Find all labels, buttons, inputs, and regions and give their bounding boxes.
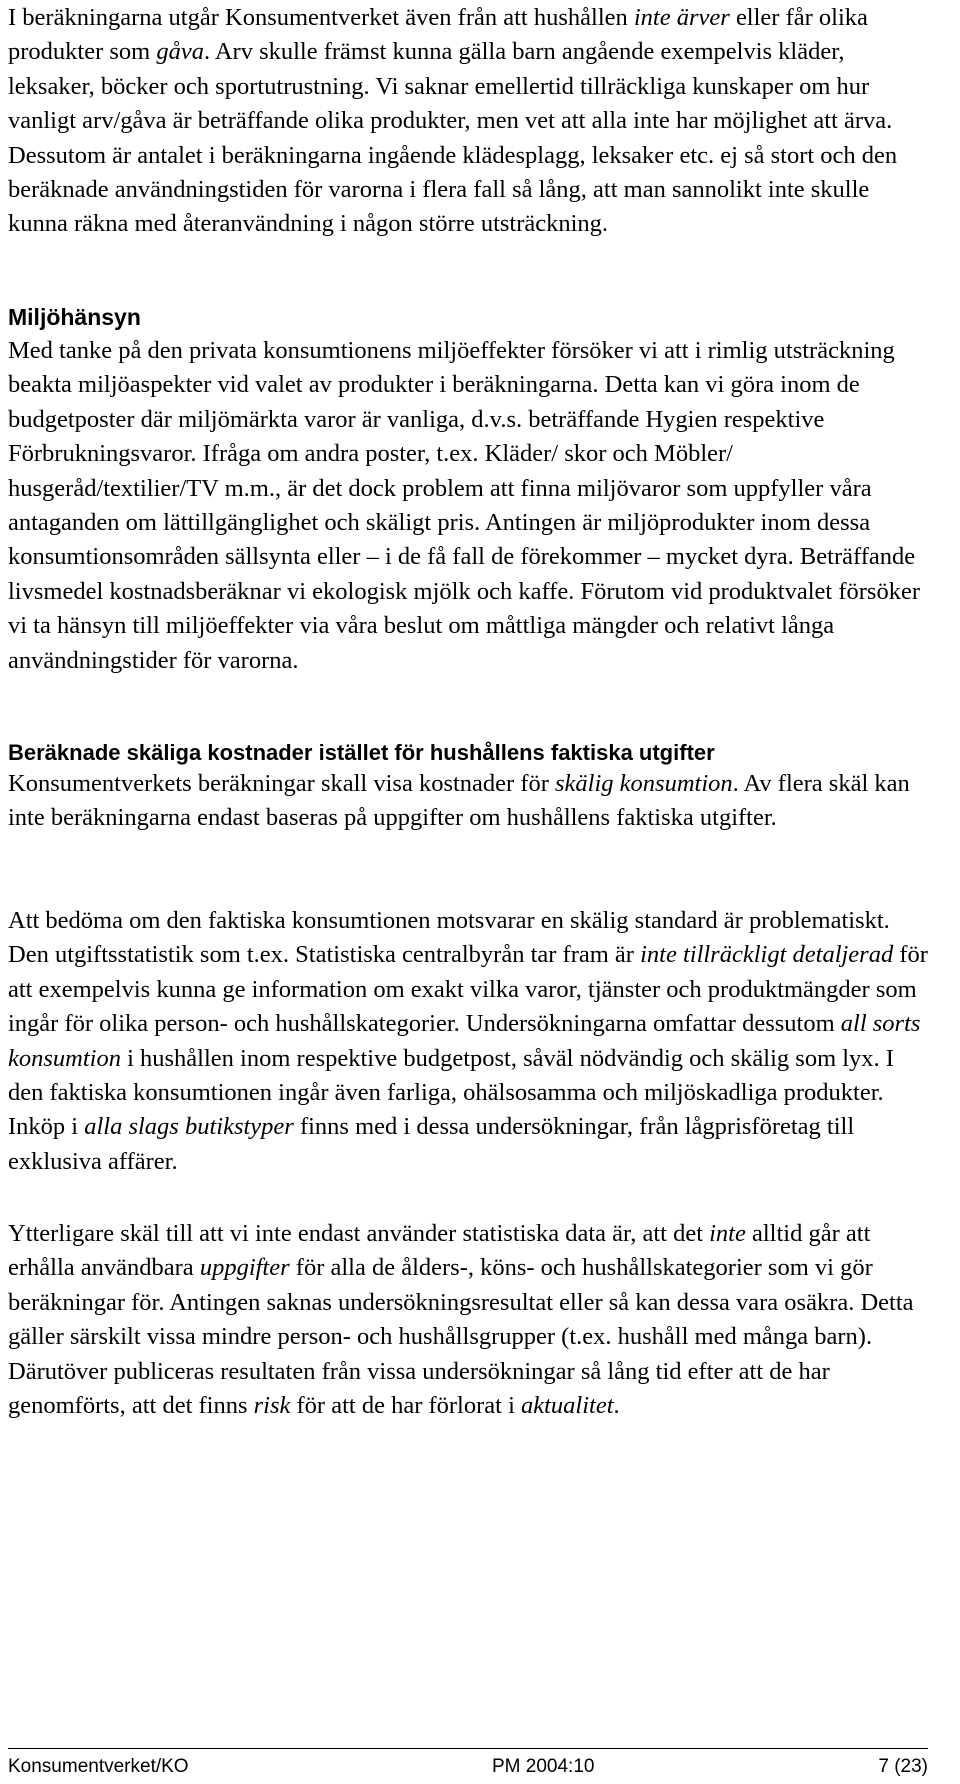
page-footer (8, 1754, 928, 1782)
footer-document-id: PM 2004:10 (492, 1756, 595, 1777)
text-run: för att de har förlorat i (290, 1392, 521, 1420)
emphasis: alla slags butikstyper (84, 1113, 294, 1141)
text-run: för alla de ålders-, köns- och hushållskategorier som vi gör beräkningar för. Antingen saknas undersökningsresultat eller så kan dessa vara osäkra. Detta gäller särskilt vissa mindre person- och hushållsgrupper (t.ex. hushåll med många barn). Därutöver publiceras resultaten från vissa undersökningar så lång tid efter att de har genomförts, att det finns (8, 1254, 914, 1420)
paragraph-inheritance (8, 1, 933, 242)
emphasis: inte tillräckligt detaljerad (640, 941, 894, 969)
text-run: Att bedöma om den faktiska konsumtionen motsvarar en skälig standard är problematiskt. Den utgiftsstatistik som t.ex. Statistiska centralbyrån tar fram är (8, 907, 890, 969)
text-run: Konsumentverkets beräkningar skall visa kostnader för (8, 770, 556, 797)
text-run: I beräkningarna utgår Konsumentverket även från att hushållen (8, 4, 634, 31)
footer-page-number: 7 (23) (878, 1756, 928, 1777)
section-heading-reasonable-costs: Beräknade skäliga kostnader istället för hushållens faktiska utgifter (8, 740, 715, 765)
emphasis: aktualitet (521, 1392, 614, 1420)
emphasis: skälig konsumtion (555, 770, 733, 797)
emphasis: risk (253, 1392, 291, 1420)
footer-organization: Konsumentverket/KO (8, 1756, 189, 1777)
emphasis: gåva (156, 38, 204, 66)
text-run: . (613, 1392, 620, 1420)
text-run: eller får olika produkter som (8, 4, 868, 66)
text-run: alltid går att erhålla användbara (8, 1220, 871, 1282)
text-run: . Av flera skäl kan inte beräkningarna endast baseras på uppgifter om hushållens faktiska utgifter. (8, 770, 910, 832)
text-run: Ytterligare skäl till att vi inte endast använder statistiska data är, att det (8, 1220, 710, 1247)
text-run: finns med i dessa undersökningar, från lågprisföretag till exklusiva affärer. (8, 1113, 855, 1175)
emphasis: inte ärver (633, 4, 730, 31)
text-run: i hushållen inom respektive budgetpost, såväl nödvändig och skälig som lyx. I den faktiska konsumtionen ingår även farliga, ohälsosamma och miljöskadliga produkter. Inköp i (8, 1044, 894, 1141)
paragraph-environment: Med tanke på den privata konsumtionens miljöeffekter försöker vi att i rimlig utsträckning beakta miljöaspekter vid valet av produkter i beräkningarna. Detta kan vi göra inom de budgetposter där miljömärkta varor är vanliga, d.v.s. beträffande Hygien respektive Förbrukningsvaror. Ifråga om andra poster, t.ex. Kläder/ skor och Möbler/ husgeråd/textilier/TV m.m., är det dock problem att finna miljövaror som uppfyller våra antaganden om lättillgänglighet och skäligt pris. Antingen är miljöprodukter inom dessa konsumtionsområden sällsynta eller – i de få fall de förekommer – mycket dyra. Beträffande livsmedel kostnadsberäknar vi ekologisk mjölk och kaffe. Förutom vid produktvalet försöker vi ta hänsyn till miljöeffekter via våra beslut om måttliga mängder och relativt långa användningstider för varorna. (8, 337, 920, 674)
section-heading-environment: Miljöhänsyn (8, 304, 141, 330)
emphasis: all sorts konsumtion (8, 1010, 921, 1072)
footer-rule (8, 1748, 928, 1749)
paragraph-actual-consumption (8, 904, 933, 1179)
paragraph-further-reasons (8, 1217, 933, 1423)
text-run: för att exempelvis kunna ge information om exakt vilka varor, tjänster och produktmängder som ingår för olika person- och hushållskategorier. Undersökningarna omfattar dessutom (8, 941, 928, 1038)
emphasis: inte (709, 1220, 746, 1247)
paragraph-reasonable-consumption (8, 767, 933, 836)
text-run: . Arv skulle främst kunna gälla barn angående exempelvis kläder, leksaker, böcker och sportutrustning. Vi saknar emellertid tillräckliga kunskaper om hur vanligt arv/gåva är beträffande olika produkter, men vet att alla inte har möjlighet att ärva. Dessutom är antalet i beräkningarna ingående klädesplagg, leksaker etc. ej så stort och den beräknade användningstiden för varorna i flera fall så lång, att man sannolikt inte skulle kunna räkna med återanvändning i någon större utsträckning. (8, 38, 898, 238)
emphasis: uppgifter (199, 1254, 290, 1282)
